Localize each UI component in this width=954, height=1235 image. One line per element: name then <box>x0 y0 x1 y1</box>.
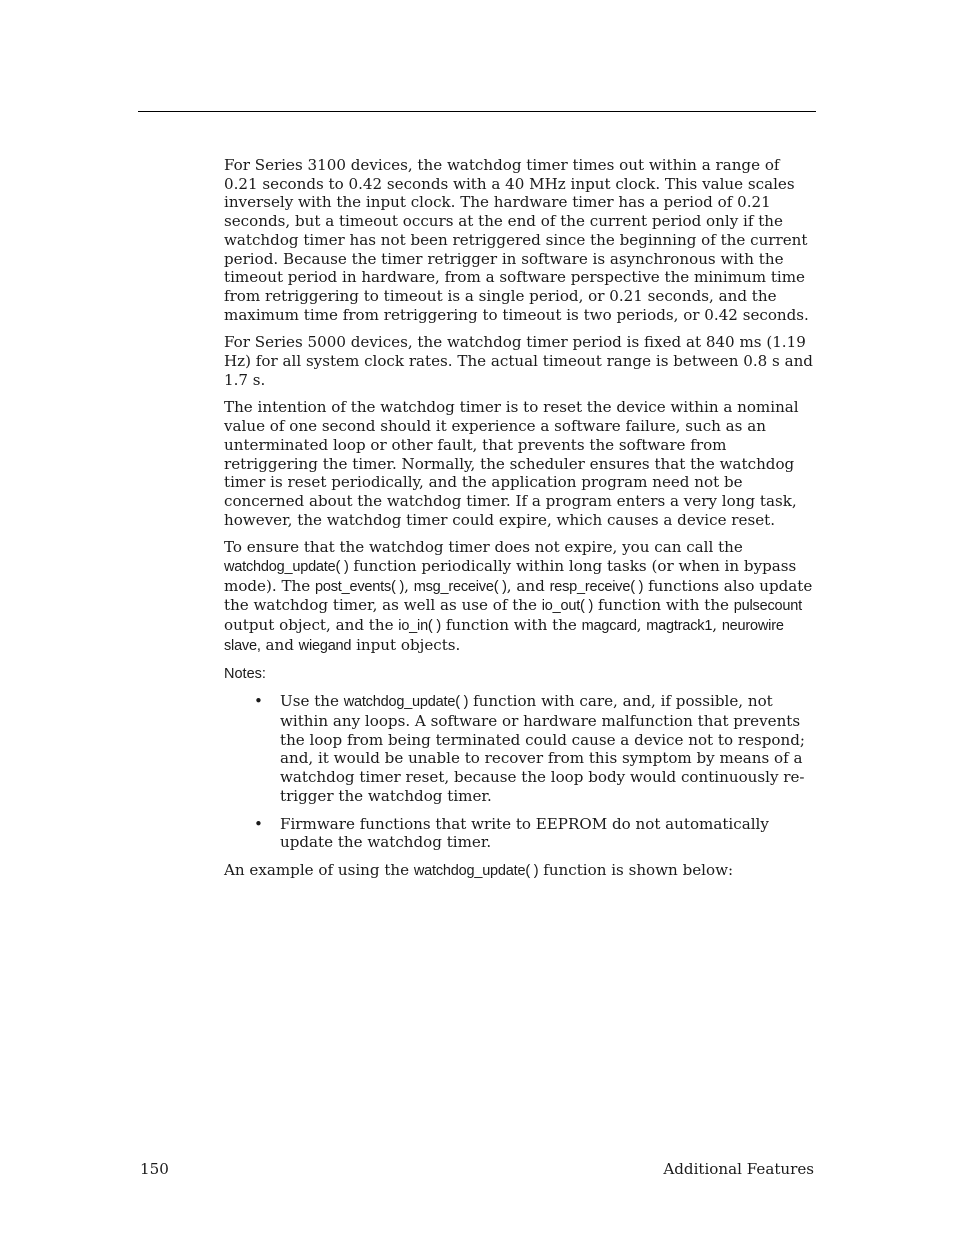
bullet: • <box>254 692 263 711</box>
text: output object, and the <box>224 616 399 635</box>
text: function with care, and, if possible, not within any loops. A software or hardware malfunction that prevents the loop from being terminated could cause a device not to respond; and, it would be unable to recover from this symptom by means of a watchdog timer reset, because the loop body would continuously re-trigger the watchdog timer. <box>280 692 805 805</box>
keyword-post-events: post_events( ) <box>315 578 405 595</box>
body-text <box>224 156 814 890</box>
keyword-io-in: io_in( ) <box>398 618 442 635</box>
keyword-magcard: magcard <box>581 618 637 635</box>
keyword-io-out: io_out( ) <box>541 598 594 615</box>
keyword-watchdog-update: watchdog_update( ) <box>343 694 469 711</box>
page-number: 150 <box>140 1160 169 1178</box>
paragraph-watchdog-intention: The intention of the watchdog timer is to reset the device within a nominal value of one second should it experience a software failure, such as an unterminated loop or other fault, that prevents the software from retriggering the timer. Normally, the scheduler ensures that the watchdog timer is reset periodically, and the application program need not be concerned about the watchdog timer. If a program enters a very long task, however, the watchdog timer could expire, which causes a device reset. <box>224 398 799 529</box>
text: , <box>712 616 722 635</box>
paragraph-watchdog-update <box>224 538 814 655</box>
list-item <box>224 692 814 805</box>
text: function with the <box>441 616 582 635</box>
keyword-msg-receive: msg_receive( ) <box>413 578 507 595</box>
text: , and <box>506 576 550 595</box>
text: An example of using the <box>224 860 414 879</box>
text: Use the <box>280 692 344 711</box>
text: To ensure that the watchdog timer does not expire, you can call the <box>224 538 743 557</box>
text: Firmware functions that write to EEPROM do not automatically update the watchdog timer. <box>280 814 769 852</box>
keyword-neurowire-slave: neurowire slave, <box>224 618 784 654</box>
notes-list <box>224 692 814 852</box>
paragraph-series-3100: For Series 3100 devices, the watchdog timer times out within a range of 0.21 seconds to 0.42 seconds with a 40 MHz input clock. This value scales inversely with the input clock. The hardware timer has a period of 0.21 seconds, but a timeout occurs at the end of the current period only if the watchdog timer has not been retriggered since the beginning of the current period. Because the timer retrigger in software is asynchronous with the timeout period in hardware, from a software perspective the minimum time from retriggering to timeout is a single period, or 0.21 seconds, and the maximum time from retriggering to timeout is two periods, or 0.42 seconds. <box>224 156 809 324</box>
paragraph-example <box>224 861 814 881</box>
keyword-watchdog-update: watchdog_update( ) <box>413 862 539 879</box>
keyword-resp-receive: resp_receive( ) <box>549 578 644 595</box>
keyword-pulsecount: pulsecount <box>733 598 802 615</box>
paragraph-series-5000: For Series 5000 devices, the watchdog timer period is fixed at 840 ms (1.19 Hz) for all system clock rates. The actual timeout range is between 0.8 s and 1.7 s. <box>224 333 813 389</box>
bullet: • <box>254 814 263 833</box>
text: functions also update the watchdog timer, as well as use of the <box>224 576 813 615</box>
keyword-watchdog-update: watchdog_update( ) <box>224 559 349 576</box>
list-item <box>224 815 814 852</box>
text: , <box>636 616 647 635</box>
header-rule <box>138 111 816 112</box>
text: function periodically within long tasks (or when in bypass mode). The <box>224 557 797 595</box>
text: function is shown below: <box>538 860 734 879</box>
keyword-wiegand: wiegand <box>298 637 352 654</box>
keyword-magtrack1: magtrack1 <box>646 618 713 635</box>
footer-section-title: Additional Features <box>663 1160 814 1178</box>
text: and <box>260 635 299 654</box>
text: input objects. <box>351 635 461 654</box>
notes-label: Notes: <box>224 665 266 682</box>
text: , <box>404 576 414 595</box>
text: function with the <box>593 596 734 615</box>
